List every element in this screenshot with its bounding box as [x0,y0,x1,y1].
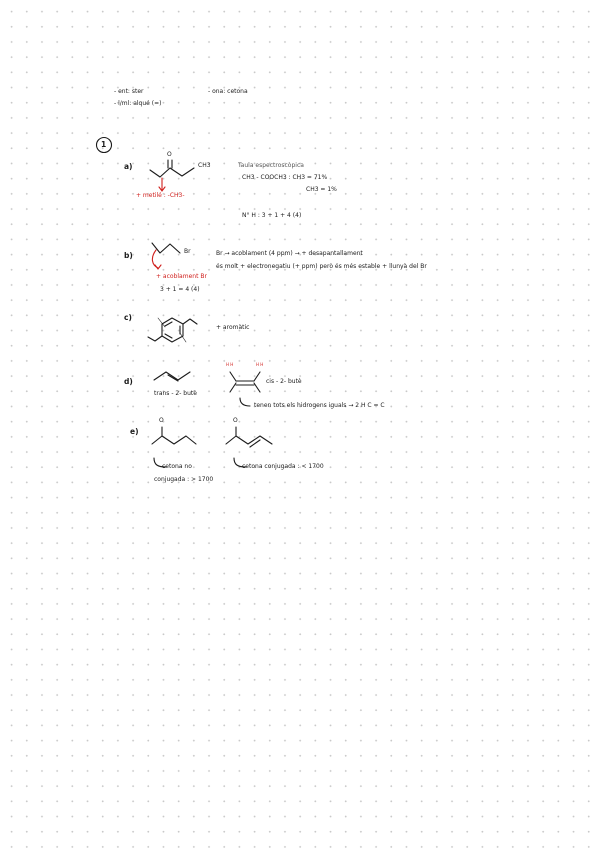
molecule-e-oxygen-left: O [159,417,164,424]
molecule-a-oxygen-top: O [167,151,172,158]
item-e-note-left-1: cetona no [162,463,192,470]
header-line-2: - l/ml: alqué (=) [114,100,162,107]
molecule-d-h-marker-right: H H [256,362,264,367]
item-b-label: b) [124,251,133,260]
header-line-1-left: - ent: ster [114,88,144,95]
item-c-label: c) [124,313,132,322]
molecule-e-oxygen-right: O [233,417,238,424]
item-a-line-3: N° H : 3 + 1 + 4 (4) [242,212,302,219]
item-d-note: tenen tots els hidrogens iguals → 2 H C = C [254,402,385,409]
item-b-count: 3 + 1 = 4 (4) [160,286,200,293]
item-e-label: e) [130,427,139,436]
item-a-red-note: + metilé : -CH3- [136,192,185,199]
item-d-cis-label: cis - 2- butè [266,378,302,385]
item-e-note-left-2: conjugada : > 1700 [154,476,214,483]
section-number: 1 [101,140,107,149]
item-a-line-2: CH3 = 1% [306,186,337,193]
item-b-text-2: és molt + electronegatiu (+ ppm) però és més estable + llunyà del Br [216,263,427,270]
molecule-a-ch3: CH3 [198,162,211,169]
molecule-b-bromine: Br [184,248,191,255]
item-e-note-right: cetona conjugada : < 1700 [242,463,324,470]
item-a-label: a) [124,162,133,171]
item-a-table-title: Taula espectroscòpica [238,162,304,169]
item-d-label: d) [124,377,133,386]
item-b-red-note: + acoblament Br [156,273,207,280]
header-line-1-right: - ona: cetona [208,88,248,95]
molecule-d-h-marker-left: H H [226,362,234,367]
item-d-trans-label: trans - 2- butè [154,390,197,397]
item-b-text-1: Br → acoblament (4 ppm) → + desapantallament [216,250,363,257]
item-a-line-1: CH3 - COOCH3 : CH3 = 71% [242,174,328,181]
item-c-note: + aromàtic [216,324,250,331]
